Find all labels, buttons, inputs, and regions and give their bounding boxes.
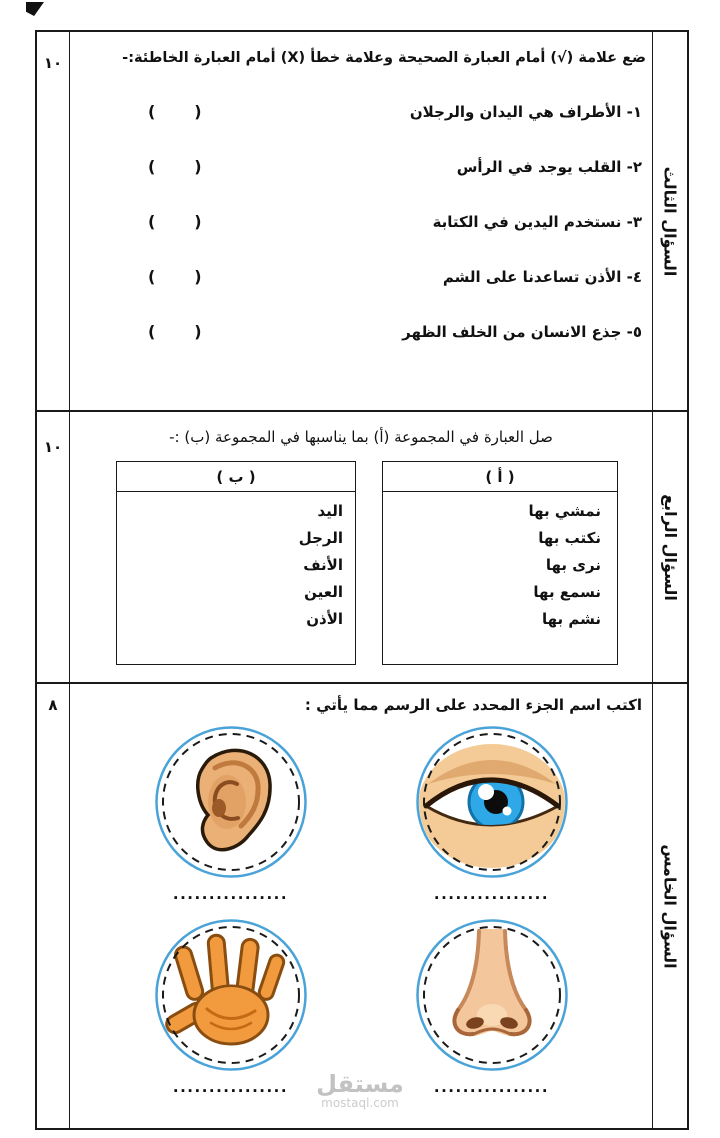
answer-parens: ( ): [148, 102, 202, 121]
question-3-instruction: ضع علامة (√) أمام العبارة الصحيحة وعلامة خطأ (X) أمام العبارة الخاطئة:-: [122, 50, 646, 66]
answer-parens: ( ): [148, 157, 202, 176]
statement-row: [148, 102, 642, 121]
score-value-q4: ١٠: [43, 438, 63, 456]
group-a-item: نرى بها: [545, 556, 601, 574]
score-value-q5: ٨: [48, 696, 58, 714]
statement-text: ٥- جذع الانسان من الخلف الظهر: [402, 322, 642, 341]
question-3-content: [70, 32, 652, 410]
group-a-item: نكتب بها: [538, 529, 601, 547]
score-value-q3: ١٠: [43, 54, 63, 72]
group-b-header: ( ب ): [117, 462, 355, 492]
question-4-side-label: السؤال الرابع: [660, 493, 680, 601]
scan-corner-mark: [26, 2, 44, 16]
question-5-content: [70, 684, 652, 1128]
group-a-item: نشم بها: [541, 610, 601, 628]
watermark-domain: mostaql.com: [321, 1096, 399, 1110]
group-b-item: اليد: [317, 502, 343, 520]
eye-illustration-icon: [412, 722, 572, 882]
true-false-list: [70, 102, 652, 341]
score-column-q4: [37, 412, 70, 682]
question-4-content: [70, 412, 652, 682]
question-5-instruction: اكتب اسم الجزء المحدد على الرسم مما يأتي :: [304, 696, 642, 714]
group-a-items: [383, 492, 617, 628]
group-a-header: ( أ ): [383, 462, 617, 492]
answer-line-ear: ................: [172, 885, 289, 903]
group-a-item: نسمع بها: [533, 583, 601, 601]
statement-text: ٤- الأذن تساعدنا على الشم: [442, 267, 642, 286]
score-column-q5: [37, 684, 70, 1128]
matching-tables: [70, 461, 652, 665]
title-column-q4: [652, 412, 687, 682]
figure-nose: [412, 915, 572, 1096]
question-3-side-label: السؤال الثالث: [660, 166, 680, 276]
figure-hand: [151, 915, 311, 1096]
figures-grid: [70, 722, 652, 1096]
group-a-item: نمشي بها: [528, 502, 601, 520]
answer-parens: ( ): [148, 322, 202, 341]
section-question-5: [37, 684, 687, 1128]
answer-line-hand: ................: [172, 1078, 289, 1096]
group-b-table: [116, 461, 356, 665]
group-a-table: [382, 461, 618, 665]
group-b-item: الأذن: [306, 610, 343, 628]
title-column-q3: [652, 32, 687, 410]
score-column-q3: [37, 32, 70, 410]
title-column-q5: [652, 684, 687, 1128]
answer-line-eye: ................: [433, 885, 550, 903]
nose-illustration-icon: [412, 915, 572, 1075]
group-b-item: العين: [304, 583, 343, 601]
question-5-side-label: السؤال الخامس: [660, 843, 680, 969]
answer-parens: ( ): [148, 267, 202, 286]
statement-row: [148, 212, 642, 231]
statement-text: ٣- نستخدم اليدين في الكتابة: [432, 212, 642, 231]
statement-row: [148, 322, 642, 341]
figure-eye: [412, 722, 572, 903]
statement-text: ١- الأطراف هي اليدان والرجلان: [409, 102, 642, 121]
section-question-4: [37, 412, 687, 684]
statement-text: ٢- القلب يوجد في الرأس: [456, 157, 642, 176]
group-b-items: [117, 492, 355, 628]
hand-illustration-icon: [151, 915, 311, 1075]
figure-ear: [151, 722, 311, 903]
section-question-3: [37, 32, 687, 412]
worksheet-frame: [35, 30, 689, 1130]
ear-illustration-icon: [151, 722, 311, 882]
group-b-item: الرجل: [298, 529, 343, 547]
statement-row: [148, 157, 642, 176]
watermark-arabic: مستقل: [316, 1070, 404, 1098]
question-4-instruction: صل العبارة في المجموعة (أ) بما يناسبها في المجموعة (ب) :-: [169, 428, 553, 446]
answer-line-nose: ................: [433, 1078, 550, 1096]
group-b-item: الأنف: [303, 556, 343, 574]
statement-row: [148, 267, 642, 286]
answer-parens: ( ): [148, 212, 202, 231]
